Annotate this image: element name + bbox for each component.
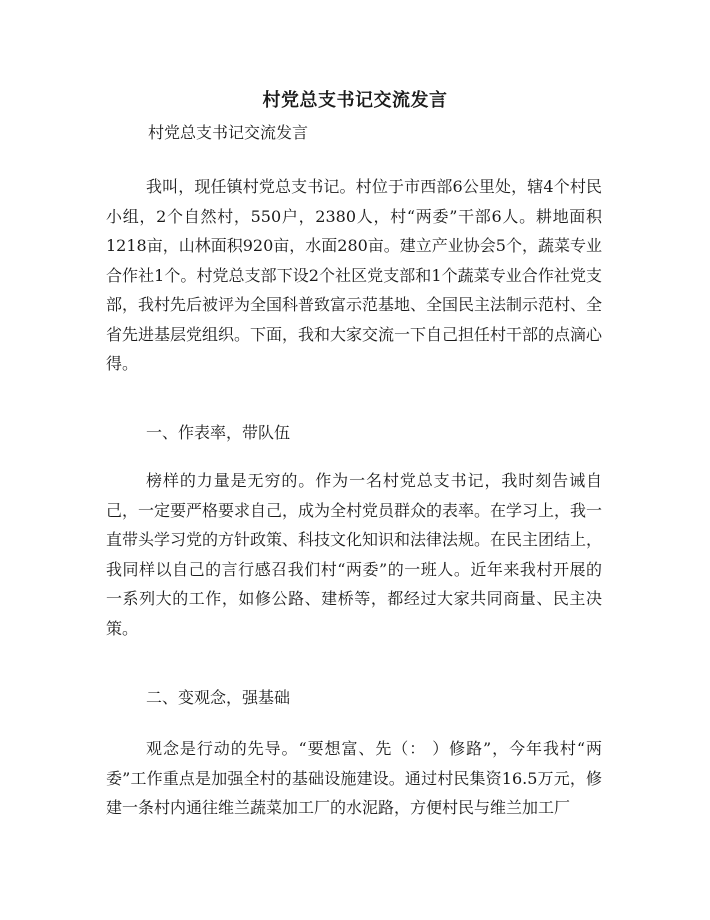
document-title: 村党总支书记交流发言	[262, 90, 448, 111]
paragraph-section-2: 观念是行动的先导。“要想富、先（： ）修路”，今年我村“两委”工作重点是加强全村的基础设施建设。通过村民集资16.5万元，修建一条村内通往维兰蔬菜加工厂的水泥路，方便村民与维兰加工厂	[106, 739, 602, 817]
paragraph-intro: 我叫，现任镇村党总支书记。村位于市西部6公里处，辖4个村民小组，2个自然村，550户，2380人，村“两委”干部6人。耕地面积1218亩，山林面积920亩，水面280亩。建立产业协会5个，蔬菜专业合作社1个。村党总支部下设2个社区党支部和1个蔬菜专业合作社党支部，我村先后被评为全国科普致富示范基地、全国民主法制示范村、全省先进基层党组织。下面，我和大家交流一下自己担任村干部的点滴心得。	[106, 177, 603, 373]
section-heading-1: 一、作表率，带队伍	[146, 423, 291, 442]
document-subtitle: 村党总支书记交流发言	[148, 123, 309, 142]
section-heading-2: 二、变观念，强基础	[146, 688, 291, 707]
paragraph-section-1: 榜样的力量是无穷的。作为一名村党总支书记，我时刻告诫自己，一定要严格要求自己，成为全村党员群众的表率。在学习上，我一直带头学习党的方针政策、科技文化知识和法律法规。在民主团结上，我同样以自己的言行感召我们村“两委”的一班人。近年来我村开展的一系列大的工作，如修公路、建桥等，都经过大家共同商量、民主决策。	[106, 471, 603, 638]
